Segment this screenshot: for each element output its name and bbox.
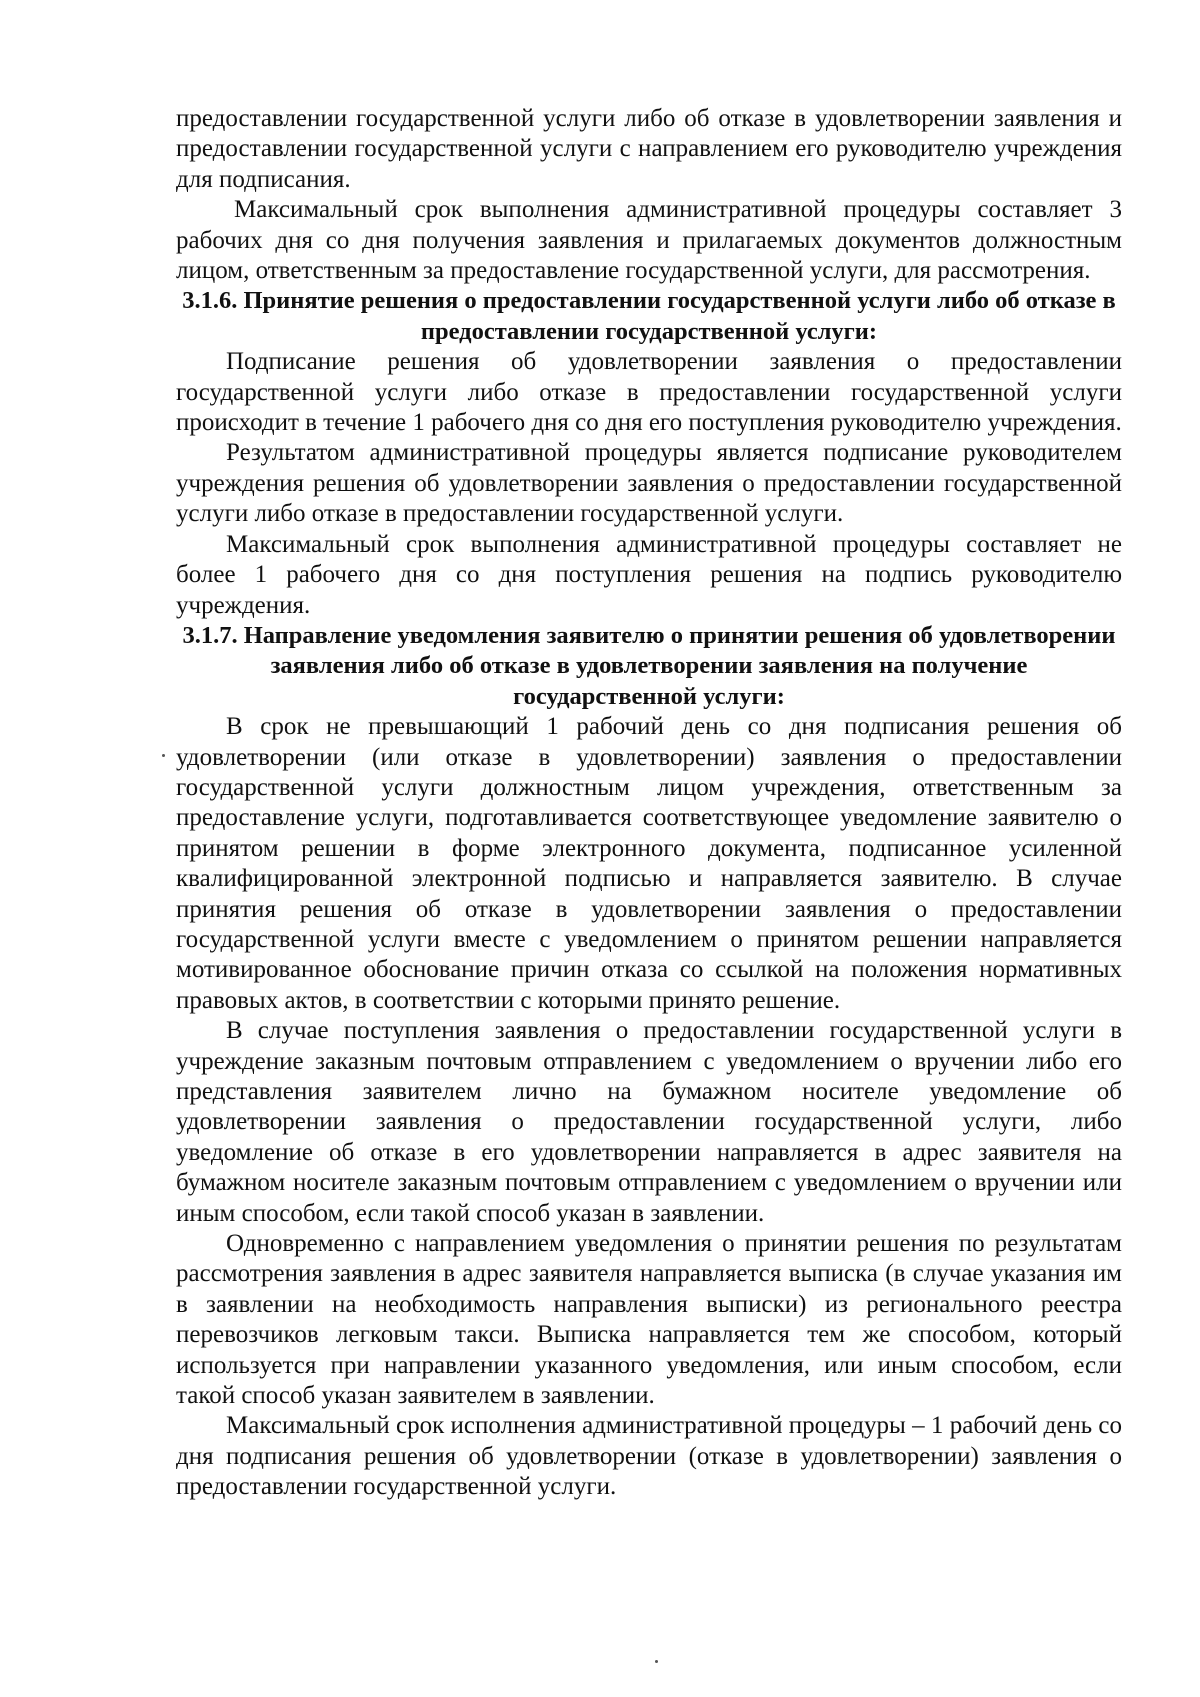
paragraph-paper-notification: В случае поступления заявления о предоставлении государственной услуги в учреждение заказным почтовым отправлением с уведомлением о вручении либо его представления заявителем лично на бумажном носителе уведомление об удовлетворении заявления о предоставлении государственной услуги, либо уведомление об отказе в его удовлетворении направляется в адрес заявителя на бумажном носителе заказным почтовым отправлением с уведомлением о вручении или иным способом, если такой способ указан в заявлении. [176,1017,1122,1227]
paragraph-max-term-3-days: Максимальный срок выполнения административной процедуры составляет 3 рабочих дня со дня получения заявления и прилагаемых документов должностным лицом, ответственным за предоставление государственной услуги, для рассмотрения. [176,196,1122,285]
paragraph-registry-extract: Одновременно с направлением уведомления о принятии решения по результатам рассмотрения заявления в адрес заявителя направляется выписка (в случае указания им в заявлении на необходимость направления выписки) из регионального реестра перевозчиков легковым такси. Выписка направляется тем же способом, который используется при направлении указанного уведомления, или иным способом, если такой способ указан заявителем в заявлении. [176,1230,1122,1410]
scan-speck [655,1660,658,1663]
paragraph-continuation: предоставлении государственной услуги либо об отказе в удовлетворении заявления и предоставлении государственной услуги с направлением его руководителю учреждения для подписания. [176,105,1122,193]
section-heading-3-1-7: 3.1.7. Направление уведомления заявителю о принятии решения об удовлетворении заявления либо об отказе в удовлетворении заявления на получение государственной услуги: [182,621,1116,710]
paragraph-notification-term: В срок не превышающий 1 рабочий день со дня подписания решения об удовлетворении (или отказе в удовлетворении) заявления о предоставлении государственной услуги должностным лицом учреждения, ответственным за предоставление услуги, подготавливается соответствующее уведомление заявителю о принятом решении в форме электронного документа, подписанное усиленной квалифицированной электронной подписью и направляется заявителю. В случае принятия решения об отказе в удовлетворении заявления о предоставлении государственной услуги вместе с уведомлением о принятом решении направляется мотивированное обоснование причин отказа со ссылкой на положения нормативных правовых актов, в соответствии с которыми принято решение. [176,713,1122,1014]
paragraph-max-term-1-day: Максимальный срок выполнения административной процедуры составляет не более 1 рабочего дня со дня поступления решения на подпись руководителю учреждения. [176,530,1122,619]
scan-speck [162,754,165,757]
paragraph-signing-decision: Подписание решения об удовлетворении заявления о предоставлении государственной услуги либо отказе в предоставлении государственной услуги происходит в течение 1 рабочего дня со дня его поступления руководителю учреждения. [176,348,1122,437]
paragraph-max-term-final: Максимальный срок исполнения административной процедуры – 1 рабочий день со дня подписания решения об удовлетворении (отказе в удовлетворении) заявления о предоставлении государственной услуги. [176,1412,1122,1501]
document-page [176,104,1122,1503]
paragraph-result-of-procedure: Результатом административной процедуры является подписание руководителем учреждения решения об удовлетворении заявления о предоставлении государственной услуги либо отказе в предоставлении государственной услуги. [176,439,1122,528]
section-heading-3-1-6: 3.1.6. Принятие решения о предоставлении государственной услуги либо об отказе в предоставлении государственной услуги: [182,287,1116,345]
